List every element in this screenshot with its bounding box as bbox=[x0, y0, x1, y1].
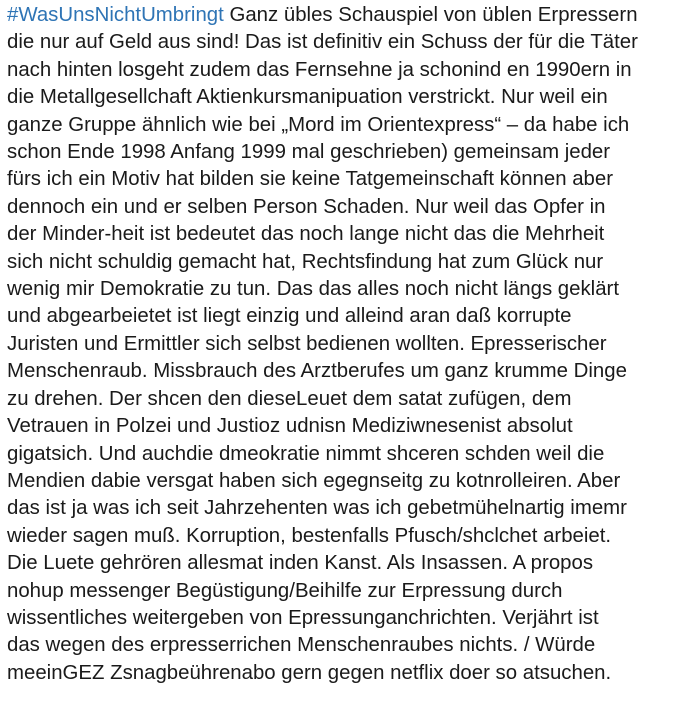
post-line: die Metallgesellchaft Aktienkursmanipuation verstrickt. Nur weil ein bbox=[7, 86, 608, 109]
post-line: gigatsich. Und auchdie dmeokratie nimmt shceren schden weil die bbox=[7, 442, 605, 465]
post-line bbox=[7, 2, 678, 29]
post-line: Juristen und Ermittler sich selbst bedienen wollten. Epresserischer bbox=[7, 332, 607, 355]
post-line: wieder sagen muß. Korruption, bestenfalls Pfusch/shclchet arbeiet. bbox=[7, 524, 612, 547]
post-line: das wegen des erpresserrichen Menschenraubes nichts. / Würde bbox=[7, 634, 596, 657]
post-line: fürs ich ein Motiv hat bilden sie keine Tatgemeinschaft können aber bbox=[7, 168, 614, 191]
post-line: Vetrauen in Polzei und Justioz udnisn Mediziwnesenist absolut bbox=[7, 415, 573, 438]
post-line: Menschenraub. Missbrauch des Arztberufes um ganz krumme Dinge bbox=[7, 360, 627, 383]
post-line: die nur auf Geld aus sind! Das ist definitiv ein Schuss der für die Täter bbox=[7, 31, 638, 54]
post-line: das ist ja was ich seit Jahrzehenten was ich gebetmühelnartig imemr bbox=[7, 497, 627, 520]
post-line: meeinGEZ Zsnagbeührenabo gern gegen netflix doer so atsuchen. bbox=[7, 661, 612, 684]
post-line: der Minder-heit ist bedeutet das noch lange nicht das die Mehrheit bbox=[7, 223, 605, 246]
post-line: schon Ende 1998 Anfang 1999 mal geschrieben) gemeinsam jeder bbox=[7, 141, 611, 164]
post-line: wissentliches weitergeben von Epressunganchrichten. Verjährt ist bbox=[7, 606, 599, 629]
post-line: wenig mir Demokratie zu tun. Das das alles noch nicht längs geklärt bbox=[7, 278, 620, 301]
post-line: sich nicht schuldig gemacht hat, Rechtsfindung hat zum Glück nur bbox=[7, 250, 604, 273]
post-line: ganze Gruppe ähnlich wie bei „Mord im Orientexpress“ – da habe ich bbox=[7, 113, 630, 136]
post-line: zu drehen. Der shcen den dieseLeuet dem satat zufügen, dem bbox=[7, 387, 572, 410]
post-line: nach hinten losgeht zudem das Fernsehne ja schonind en 1990ern in bbox=[7, 58, 632, 81]
post-line: und abgearbeietet ist liegt einzig und alleind aran daß korrupte bbox=[7, 305, 572, 328]
post-line: Mendien dabie versgat haben sich egegnseitg zu kotnrolleiren. Aber bbox=[7, 469, 621, 492]
post-line: nohup messenger Begüstigung/Beihilfe zur Erpressung durch bbox=[7, 579, 563, 602]
post-line: Die Luete gehrören allesmat inden Kanst. Als Insassen. A propos bbox=[7, 552, 594, 575]
post-line-text: Ganz übles Schauspiel von üblen Erpressern bbox=[223, 4, 638, 26]
hashtag-link[interactable]: #WasUnsNichtUmbringt bbox=[7, 4, 224, 26]
post-line: dennoch ein und er selben Person Schaden. Nur weil das Opfer in bbox=[7, 195, 606, 218]
